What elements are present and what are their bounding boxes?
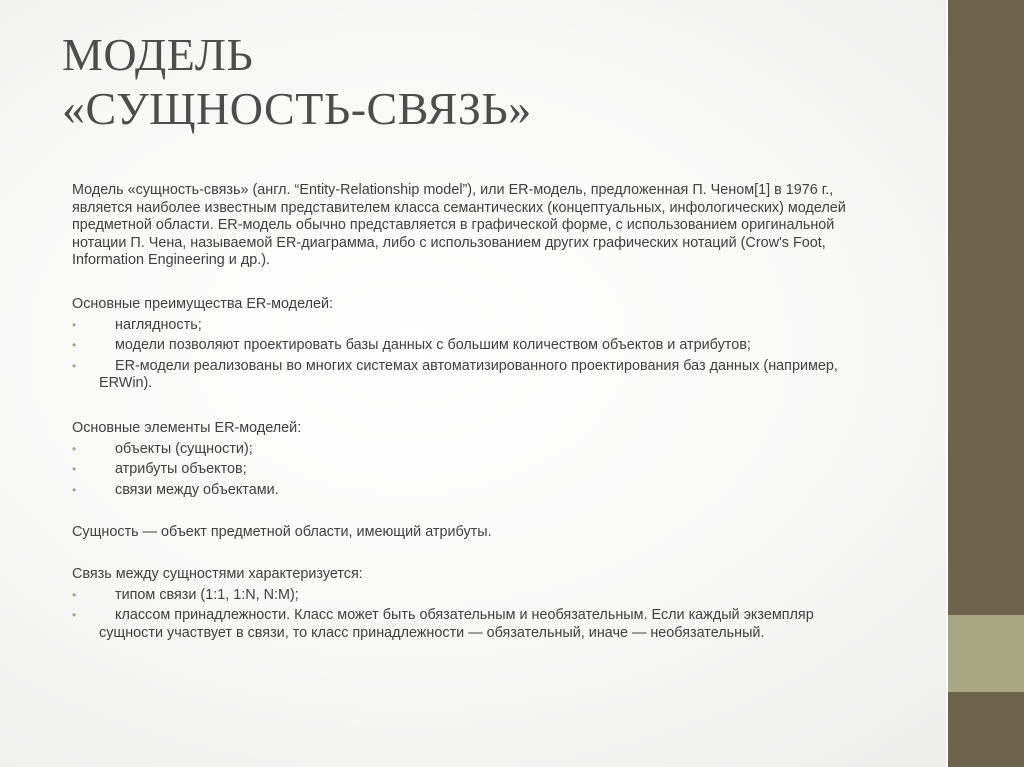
entity-definition: Сущность — объект предметной области, имеющий атрибуты. — [72, 524, 492, 541]
slide-title-line-1: МОДЕЛЬ — [62, 29, 254, 80]
elements-list — [72, 441, 872, 500]
list-item: • атрибуты объектов; — [72, 461, 247, 478]
bullet-icon: • — [72, 441, 77, 456]
slide-content — [72, 182, 872, 645]
bullet-icon: • — [72, 462, 77, 477]
bullet-icon: • — [72, 608, 77, 623]
elements-heading: Основные элементы ER-моделей: — [72, 419, 302, 436]
slide-title-line-2: «СУЩНОСТЬ-СВЯЗЬ» — [62, 83, 532, 134]
advantages-list — [72, 317, 872, 393]
decorative-sidebar-accent — [948, 615, 1024, 692]
bullet-icon: • — [72, 587, 77, 602]
intro-paragraph: Модель «сущность-связь» (англ. “Entity-Relationship model”), или ER-модель, предложенная П. Ченом[1] в 1976 г., является наиболее известным представителем класса семантических (концептуальных, инфологических) моделей предметной области. ER-модель обычно представляется в графической форме, с использованием оригинальной нотации П. Чена, называемой ER-диаграмма, либо с использованием других графических нотаций (Crow's Foot, Information Engineering и др.). — [72, 182, 846, 269]
list-item: • классом принадлежности. Класс может быть обязательным и необязательным. Если каждый экземпляр сущности участвует в связи, то класс принадлежности — обязательный, иначе — необязательный. — [72, 607, 814, 641]
list-item: • типом связи (1:1, 1:N, N:M); — [72, 586, 299, 603]
list-item: • модели позволяют проектировать базы данных с большим количеством объектов и атрибутов; — [72, 337, 751, 354]
list-item: • наглядность; — [72, 316, 202, 333]
list-item: • объекты (сущности); — [72, 440, 253, 457]
list-item: • ER-модели реализованы во многих системах автоматизированного проектирования баз данных (например, ERWin). — [72, 357, 838, 392]
bullet-icon: • — [72, 358, 77, 373]
relation-heading: Связь между сущностями характеризуется: — [72, 565, 363, 582]
bullet-icon: • — [72, 482, 77, 497]
relation-list — [72, 587, 872, 643]
bullet-icon: • — [72, 317, 77, 332]
slide-title — [62, 28, 882, 136]
bullet-icon: • — [72, 338, 77, 353]
advantages-heading: Основные преимущества ER-моделей: — [72, 295, 334, 312]
list-item: • связи между объектами. — [72, 481, 279, 498]
